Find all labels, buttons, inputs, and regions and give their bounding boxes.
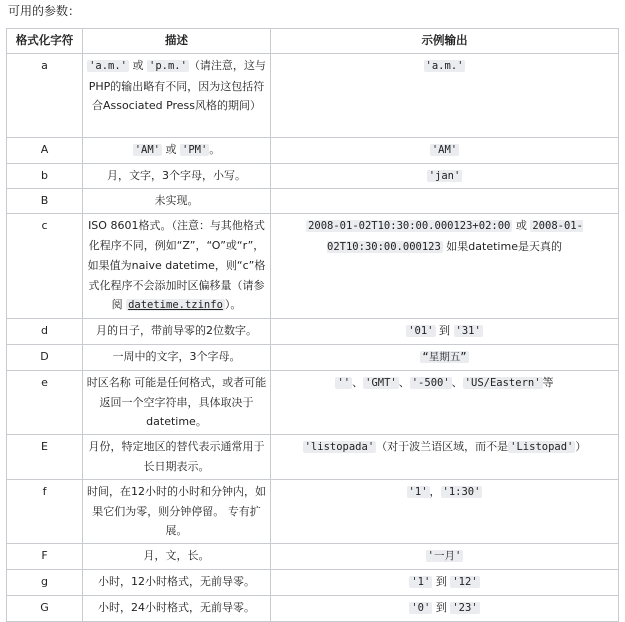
doc-link[interactable]: datetime.tzinfo [128,299,223,312]
code-literal: 'listopada' [304,441,375,454]
text-segment: 、 [352,375,364,389]
format-char-cell: b [7,163,83,189]
code-literal: 'US/Eastern' [464,376,541,389]
example-cell [271,370,619,434]
description-cell [83,53,271,137]
description-cell [83,319,271,345]
text-segment: 或 [512,219,531,233]
code-literal: 'AM' [134,143,160,156]
format-char-cell: f [7,479,83,543]
table-row [7,53,619,137]
text-segment: 如果datetime是天真的 [442,239,562,253]
code-literal: '一月' [427,550,462,563]
example-cell [271,544,619,570]
format-char-cell: G [7,595,83,621]
text-segment: 或 [162,142,180,156]
example-cell [271,479,619,543]
code-literal: 'jan' [428,169,461,182]
description-cell [83,214,271,319]
code-literal: '-500' [411,376,450,389]
text-segment: ISO 8601格式。（注意：与其他格式化程序不同，例如“Z”，“O”或“r”，如果值为naive datetime，则“c”格式化程序不会添加时区偏移量（请参阅 [87,219,266,312]
description-cell [83,137,271,163]
table-row [7,544,619,570]
header-format-char: 格式化字符 [7,29,83,54]
description-cell [83,189,271,214]
text-segment: 一周中的文字，3个字母。 [112,349,241,363]
example-cell [271,344,619,370]
table-header-row [7,29,619,54]
header-description: 描述 [83,29,271,54]
code-literal: “星期五” [422,350,467,363]
text-segment: 到 [432,574,451,588]
example-cell [271,595,619,621]
table-row [7,595,619,621]
example-cell [271,569,619,595]
code-literal: 'a.m.' [89,59,127,72]
code-literal: '12' [452,575,478,588]
text-segment: 到 [435,324,454,338]
text-segment: 月的日子，带前导零的2位数字。 [96,324,257,338]
text-segment: 、 [451,375,463,389]
format-char-cell: g [7,569,83,595]
code-literal: '31' [455,325,481,338]
text-segment: 到 [432,600,451,614]
example-cell [271,214,619,319]
table-row [7,137,619,163]
text-segment: 小时，12小时格式，无前导零。 [98,574,255,588]
table-row [7,435,619,480]
code-literal: 'AM' [431,143,458,156]
table-row [7,214,619,319]
code-literal: 'Listopad' [510,441,574,454]
code-literal: '' [337,376,351,389]
code-literal: 'GMT' [365,376,397,389]
text-segment: 或 [129,58,147,72]
format-char-cell: F [7,544,83,570]
text-segment: ） [575,440,587,454]
description-cell [83,435,271,480]
text-segment: 小时，24小时格式，无前导零。 [98,600,255,614]
format-char-cell: a [7,53,83,137]
table-row [7,163,619,189]
text-segment: 月，文，长。 [143,549,210,563]
table-row [7,569,619,595]
description-cell [83,370,271,434]
example-cell [271,137,619,163]
text-segment: 时区名称 可能是任何格式，或者可能返回一个空字符串，具体取决于datetime。 [86,375,267,429]
text-segment: 等 [542,375,554,389]
table-row [7,319,619,345]
table-row [7,479,619,543]
format-char-cell: e [7,370,83,434]
code-literal: 'a.m.' [425,59,464,72]
format-char-cell: d [7,319,83,345]
text-segment: ）。 [224,298,242,312]
format-char-cell: D [7,344,83,370]
description-cell [83,544,271,570]
code-literal: '23' [452,601,478,614]
text-segment: （请注意，这与PHP的输出略有不同，因为这包括符合Associated Press风格的期间） [88,58,266,113]
description-cell [83,344,271,370]
format-char-cell: E [7,435,83,480]
code-literal: '1' [408,485,428,498]
header-example-output: 示例输出 [271,29,619,54]
code-literal: '1:30' [442,485,481,498]
format-char-cell: B [7,189,83,214]
format-char-cell: c [7,214,83,319]
text-segment: 时间，在12小时的小时和分钟内，如果它们为零，则分钟停留。 专有扩展。 [87,484,266,538]
description-cell [83,479,271,543]
table-row [7,344,619,370]
code-literal: 'p.m.' [149,59,187,72]
example-cell [271,53,619,137]
format-table [6,28,619,622]
example-cell [271,163,619,189]
code-literal: '01' [408,325,434,338]
intro-text: 可用的参数： [8,4,81,18]
example-cell [271,435,619,480]
description-cell [83,595,271,621]
code-literal: '0' [411,601,431,614]
text-segment: 月，文字，3个字母，小写。 [107,168,246,182]
description-cell [83,163,271,189]
table-row [7,370,619,434]
code-literal: 'PM' [182,143,208,156]
table-row [7,189,619,214]
format-char-cell: A [7,137,83,163]
example-cell [271,189,619,214]
text-segment: 、 [398,375,410,389]
text-segment: （对于波兰语区域，而不是 [376,440,509,454]
code-literal: 2008-01-02T10:30:00.000123+02:00 [308,220,511,233]
code-literal: '1' [411,575,431,588]
code-literal: 2008-01-02T10:30:00.000123 [327,220,583,253]
text-segment: 月份，特定地区的替代表示通常用于长日期表示。 [88,440,265,473]
description-cell [83,569,271,595]
text-segment: 未实现。 [154,194,199,208]
text-segment: ， [429,484,441,498]
example-cell [271,319,619,345]
text-segment: 。 [209,142,221,156]
